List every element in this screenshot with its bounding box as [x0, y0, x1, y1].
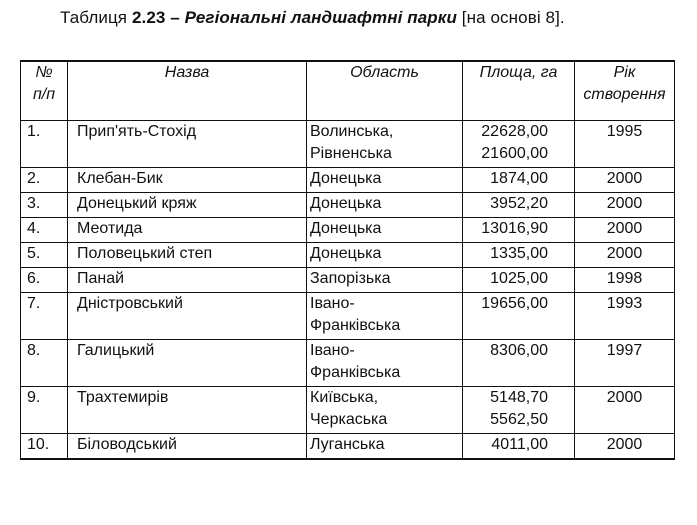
- cell-name: [68, 243, 307, 268]
- region-line: Івано-: [310, 342, 355, 359]
- area-value: 21600,00: [481, 145, 548, 162]
- row-number: 3.: [27, 195, 41, 212]
- region-line: Рівненська: [310, 145, 392, 162]
- header-region-label: Область: [350, 64, 419, 81]
- row-number: 8.: [27, 342, 41, 359]
- area-value: 19656,00: [481, 295, 548, 312]
- year-value: 1995: [606, 123, 643, 140]
- cell-number: [21, 434, 68, 460]
- table-row: [21, 218, 675, 243]
- cell-year: [575, 340, 675, 387]
- year-value: 2000: [606, 436, 643, 453]
- header-region: [307, 61, 463, 121]
- cell-region: [307, 387, 463, 434]
- park-name: Меотида: [77, 220, 143, 237]
- region-line: Донецька: [310, 195, 382, 212]
- cell-area: [463, 268, 575, 293]
- table-row: [21, 387, 675, 434]
- area-value: 13016,90: [481, 220, 548, 237]
- region-line: Донецька: [310, 170, 382, 187]
- parks-table: [20, 60, 675, 460]
- cell-year: [575, 293, 675, 340]
- cell-year: [575, 243, 675, 268]
- cell-region: [307, 340, 463, 387]
- cell-area: [463, 121, 575, 168]
- cell-name: [68, 168, 307, 193]
- cell-number: [21, 193, 68, 218]
- row-number: 1.: [27, 123, 41, 140]
- table-caption: [60, 8, 565, 28]
- cell-name: [68, 434, 307, 460]
- cell-area: [463, 340, 575, 387]
- region-line: Черкаська: [310, 411, 388, 428]
- cell-name: [68, 193, 307, 218]
- region-line: Франківська: [310, 364, 401, 381]
- cell-area: [463, 193, 575, 218]
- area-value: 22628,00: [481, 123, 548, 140]
- cell-area: [463, 218, 575, 243]
- cell-number: [21, 268, 68, 293]
- cell-year: [575, 121, 675, 168]
- park-name: Половецький степ: [77, 245, 213, 262]
- cell-number: [21, 293, 68, 340]
- cell-region: [307, 243, 463, 268]
- area-value: 1025,00: [490, 270, 548, 287]
- table-row: [21, 293, 675, 340]
- region-line: Луганська: [310, 436, 385, 453]
- cell-year: [575, 434, 675, 460]
- header-year: [575, 61, 675, 121]
- header-number: [21, 61, 68, 121]
- header-area: [463, 61, 575, 121]
- cell-number: [21, 387, 68, 434]
- area-value: 5562,50: [490, 411, 548, 428]
- cell-name: [68, 218, 307, 243]
- header-number-line1: №: [35, 64, 53, 81]
- cell-region: [307, 434, 463, 460]
- area-value: 1335,00: [490, 245, 548, 262]
- cell-number: [21, 243, 68, 268]
- header-name-label: Назва: [164, 64, 210, 81]
- cell-number: [21, 168, 68, 193]
- row-number: 9.: [27, 389, 41, 406]
- caption-prefix: Таблиця: [60, 8, 132, 27]
- year-value: 1993: [606, 295, 643, 312]
- region-line: Запорізька: [310, 270, 391, 287]
- cell-area: [463, 243, 575, 268]
- area-value: 1874,00: [490, 170, 548, 187]
- row-number: 7.: [27, 295, 41, 312]
- region-line: Київська,: [310, 389, 379, 406]
- table-row: [21, 193, 675, 218]
- year-value: 2000: [606, 170, 643, 187]
- header-row: [21, 61, 675, 121]
- caption-number: 2.23: [131, 8, 166, 27]
- row-number: 2.: [27, 170, 41, 187]
- cell-region: [307, 121, 463, 168]
- year-value: 1998: [606, 270, 643, 287]
- cell-number: [21, 121, 68, 168]
- row-number: 6.: [27, 270, 41, 287]
- cell-region: [307, 293, 463, 340]
- cell-name: [68, 387, 307, 434]
- park-name: Трахтемирів: [77, 389, 169, 406]
- region-line: Івано-: [310, 295, 355, 312]
- year-value: 2000: [606, 220, 643, 237]
- park-name: Біловодський: [77, 436, 177, 453]
- cell-area: [463, 168, 575, 193]
- cell-year: [575, 218, 675, 243]
- table-row: [21, 168, 675, 193]
- year-value: 2000: [606, 389, 643, 406]
- cell-name: [68, 268, 307, 293]
- region-line: Волинська,: [310, 123, 394, 140]
- header-area-label: Площа, га: [479, 64, 558, 81]
- year-value: 2000: [606, 245, 643, 262]
- cell-area: [463, 434, 575, 460]
- cell-name: [68, 121, 307, 168]
- cell-number: [21, 340, 68, 387]
- cell-area: [463, 293, 575, 340]
- cell-region: [307, 268, 463, 293]
- header-year-line1: Рік: [613, 64, 636, 81]
- header-year-line2: створення: [583, 86, 666, 103]
- row-number: 4.: [27, 220, 41, 237]
- table-row: [21, 121, 675, 168]
- row-number: 5.: [27, 245, 41, 262]
- table-row: [21, 268, 675, 293]
- region-line: Донецька: [310, 245, 382, 262]
- table-body: [21, 121, 675, 460]
- header-name: [68, 61, 307, 121]
- cell-name: [68, 340, 307, 387]
- cell-year: [575, 193, 675, 218]
- area-value: 5148,70: [490, 389, 548, 406]
- area-value: 3952,20: [490, 195, 548, 212]
- park-name: Галицький: [77, 342, 155, 359]
- region-line: Донецька: [310, 220, 382, 237]
- cell-name: [68, 293, 307, 340]
- cell-number: [21, 218, 68, 243]
- cell-year: [575, 168, 675, 193]
- cell-region: [307, 168, 463, 193]
- table-row: [21, 243, 675, 268]
- park-name: Донецький кряж: [77, 195, 197, 212]
- cell-year: [575, 387, 675, 434]
- cell-region: [307, 218, 463, 243]
- table-row: [21, 340, 675, 387]
- table-row: [21, 434, 675, 460]
- year-value: 2000: [606, 195, 643, 212]
- row-number: 10.: [27, 436, 50, 453]
- region-line: Франківська: [310, 317, 401, 334]
- cell-region: [307, 193, 463, 218]
- park-name: Дністровський: [77, 295, 183, 312]
- park-name: Панай: [77, 270, 125, 287]
- caption-suffix: [на основі 8].: [456, 8, 565, 27]
- cell-area: [463, 387, 575, 434]
- caption-dash: –: [165, 8, 185, 27]
- park-name: Клебан-Бик: [77, 170, 163, 187]
- park-name: Прип'ять-Стохід: [77, 123, 197, 140]
- year-value: 1997: [606, 342, 643, 359]
- caption-title: Регіональні ландшафтні парки: [184, 8, 457, 27]
- area-value: 4011,00: [491, 436, 548, 453]
- area-value: 8306,00: [490, 342, 548, 359]
- cell-year: [575, 268, 675, 293]
- header-number-line2: п/п: [32, 86, 56, 103]
